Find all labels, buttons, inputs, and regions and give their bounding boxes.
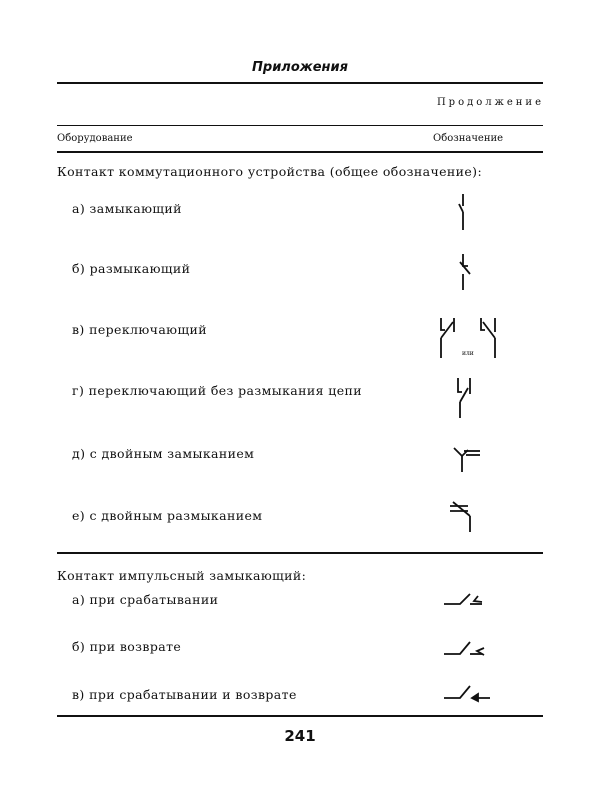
item-pulse-both: в) при срабатывании и возврате [72, 687, 297, 702]
section1-title: Контакт коммутационного устройства (общее обозначение): [57, 164, 483, 179]
item-pulse-operate: а) при срабатывании [72, 592, 219, 607]
item-break-contact: б) размыкающий [72, 261, 191, 276]
page-title: Приложения [252, 60, 348, 75]
column-header-rule [57, 151, 543, 153]
header-rule [57, 125, 543, 126]
double-break-contact-icon [440, 498, 500, 538]
item-make-before-break-contact: г) переключающий без размыкания цепи [72, 383, 362, 398]
pulse-contact-both-icon [440, 680, 500, 706]
top-rule [57, 82, 543, 84]
pulse-contact-release-icon [440, 636, 500, 660]
bottom-rule [57, 715, 543, 717]
column-header-designation: Обозначение [433, 133, 504, 144]
page-number: 241 [284, 727, 316, 745]
column-header-equipment: Оборудование [57, 133, 133, 144]
item-changeover-contact: в) переключающий [72, 322, 207, 337]
pulse-contact-operate-icon [440, 586, 500, 610]
break-contact-icon [440, 250, 500, 298]
section-divider [57, 552, 543, 554]
double-make-contact-icon [440, 438, 500, 478]
item-double-break-contact: е) с двойным размыканием [72, 508, 263, 523]
item-double-make-contact: д) с двойным замыканием [72, 446, 255, 461]
continuation-label: Продолжение [436, 97, 544, 108]
make-contact-icon [440, 190, 500, 238]
item-make-contact: а) замыкающий [72, 201, 182, 216]
make-before-break-contact-icon [440, 372, 500, 424]
item-pulse-release: б) при возврате [72, 639, 182, 654]
or-label: или [462, 350, 474, 357]
section2-title: Контакт импульсный замыкающий: [57, 568, 307, 583]
